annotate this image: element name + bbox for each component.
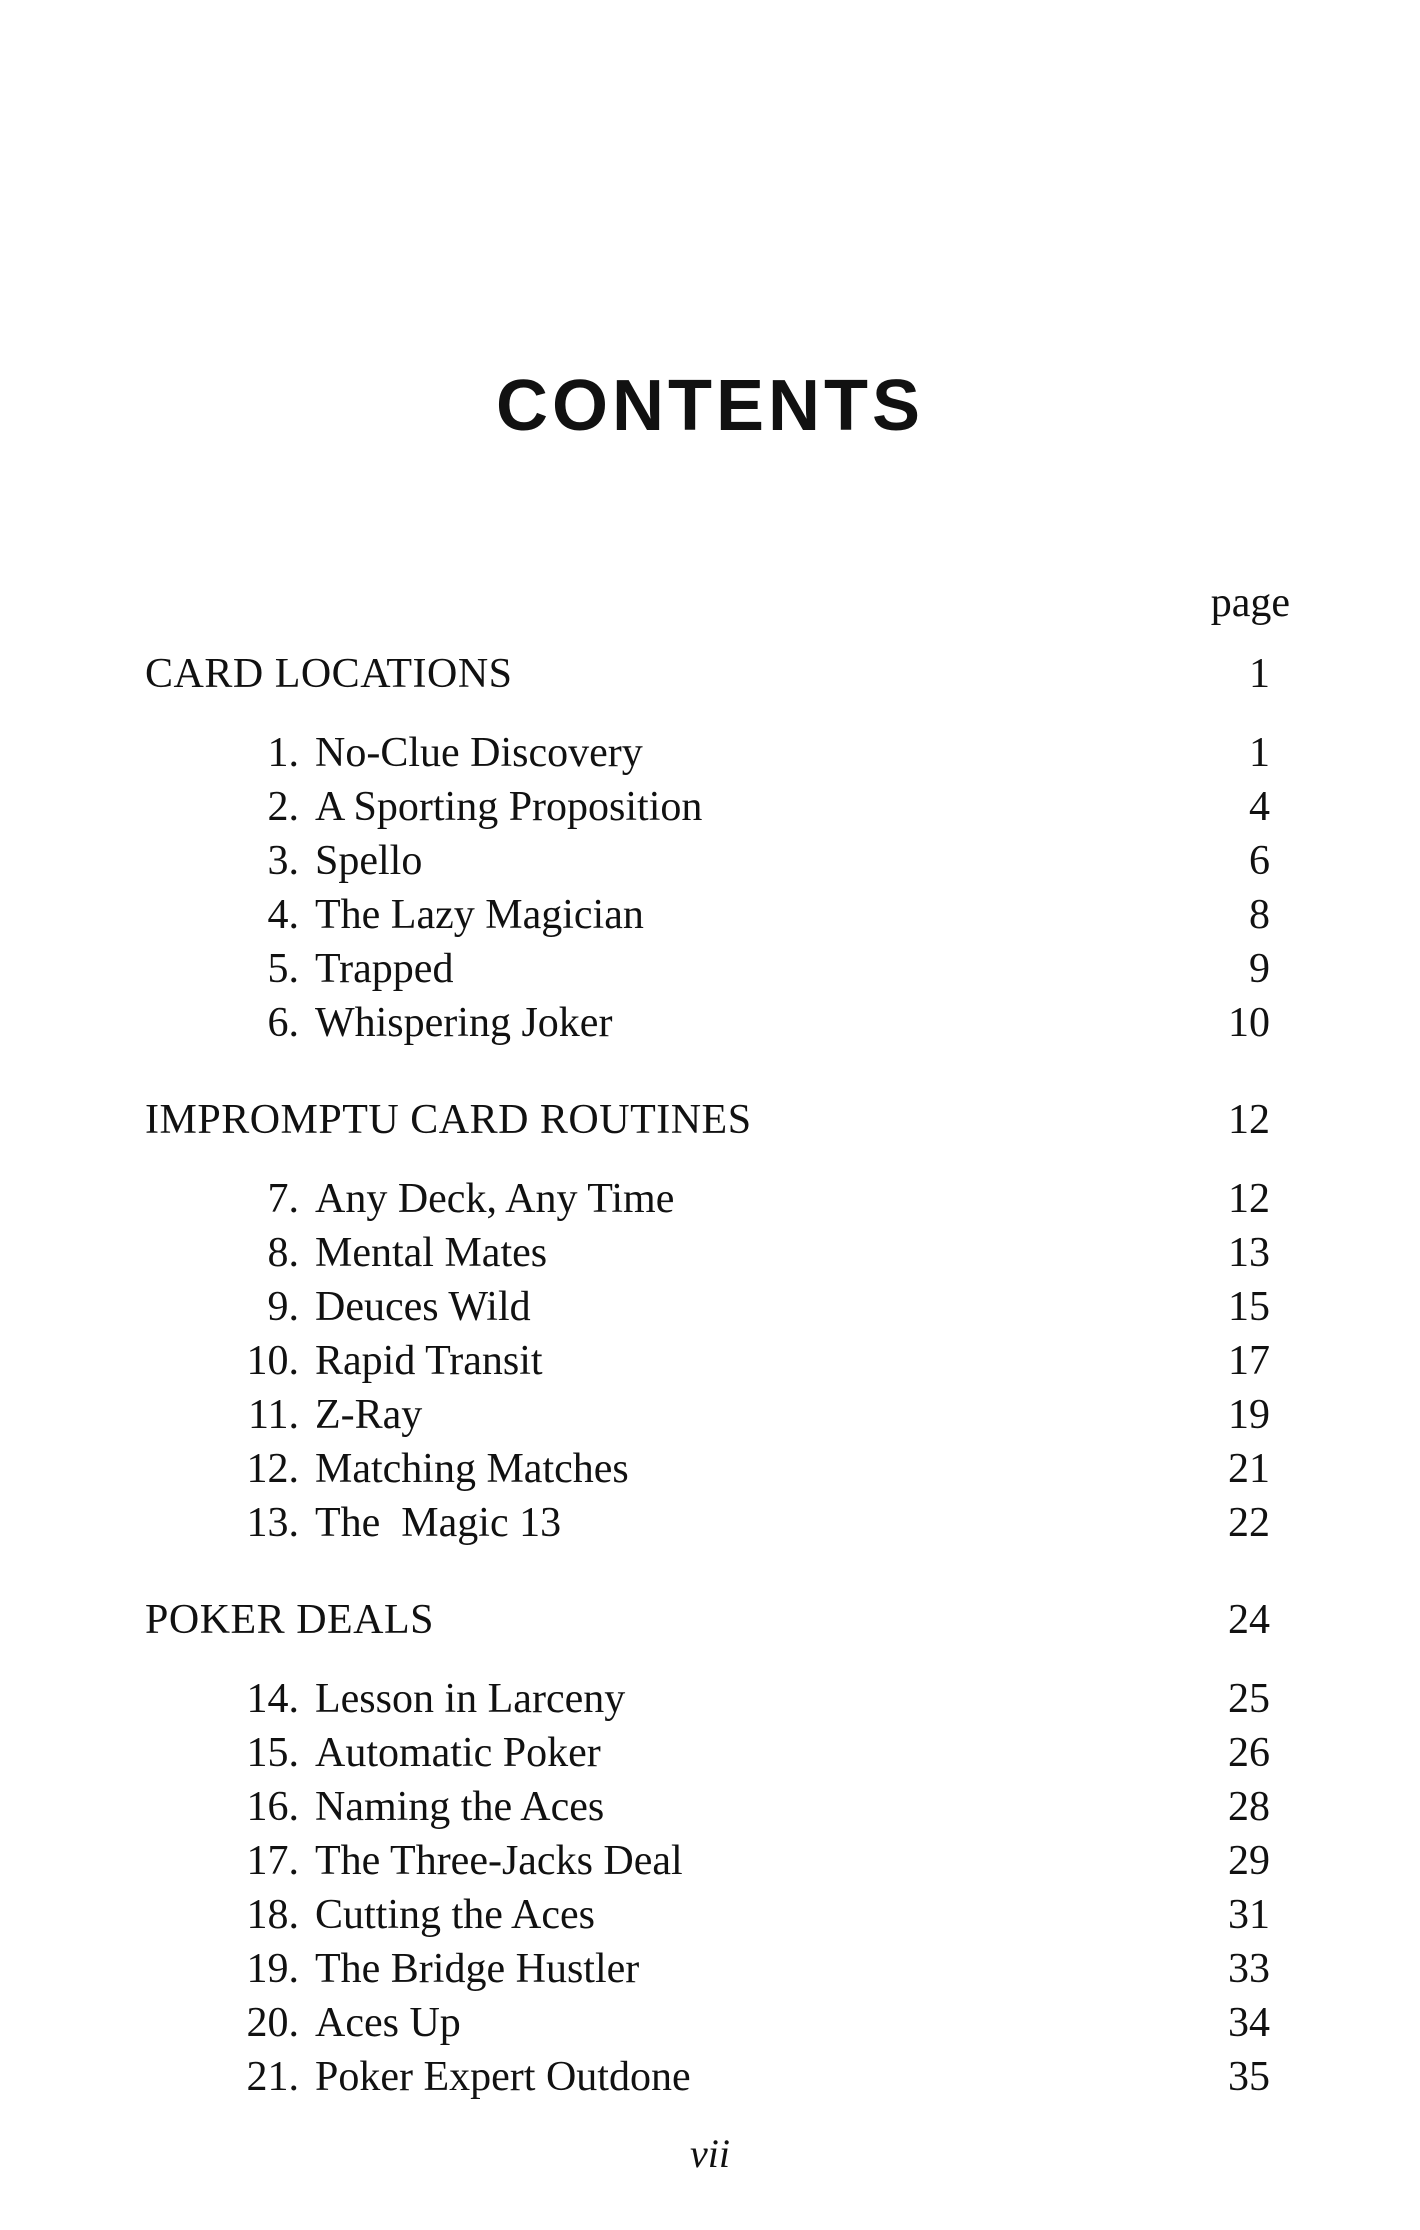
entry-title: Deuces Wild bbox=[315, 1284, 531, 1330]
toc-entry[interactable] bbox=[145, 1442, 1270, 1496]
toc-entry[interactable] bbox=[145, 1496, 1270, 1550]
toc-entry[interactable] bbox=[145, 1280, 1270, 1334]
entry-number: 7. bbox=[267, 1176, 299, 1222]
entry-page-number: 17 bbox=[1228, 1338, 1270, 1384]
entry-title: The Bridge Hustler bbox=[315, 1946, 640, 1992]
entry-number: 1. bbox=[267, 730, 299, 776]
entry-title: Matching Matches bbox=[315, 1446, 629, 1492]
section-title: POKER DEALS bbox=[145, 1597, 435, 1643]
entry-page-number: 1 bbox=[1249, 730, 1270, 776]
entry-number: 16. bbox=[246, 1784, 299, 1830]
toc-entry[interactable] bbox=[145, 834, 1270, 888]
entry-number: 9. bbox=[267, 1284, 299, 1330]
entry-title: Z-Ray bbox=[315, 1392, 423, 1438]
entry-title: A Sporting Proposition bbox=[315, 784, 703, 830]
toc-entry[interactable] bbox=[145, 888, 1270, 942]
toc-entry[interactable] bbox=[145, 996, 1270, 1050]
entry-number: 21. bbox=[246, 2054, 299, 2100]
entry-title: Cutting the Aces bbox=[315, 1892, 595, 1938]
section-heading[interactable] bbox=[145, 1594, 1270, 1646]
entry-title: Spello bbox=[315, 838, 423, 884]
entry-number: 3. bbox=[267, 838, 299, 884]
entry-number: 2. bbox=[267, 784, 299, 830]
toc-entry[interactable] bbox=[145, 1672, 1270, 1726]
entry-page-number: 26 bbox=[1228, 1730, 1270, 1776]
toc-entry[interactable] bbox=[145, 1942, 1270, 1996]
entry-title: The Magic 13 bbox=[315, 1500, 562, 1546]
entry-number: 5. bbox=[267, 946, 299, 992]
toc-entry[interactable] bbox=[145, 726, 1270, 780]
page-folio: vii bbox=[690, 2131, 730, 2176]
toc-entry[interactable] bbox=[145, 1780, 1270, 1834]
toc-entry[interactable] bbox=[145, 1996, 1270, 2050]
entry-page-number: 22 bbox=[1228, 1500, 1270, 1546]
entry-number: 10. bbox=[246, 1338, 299, 1384]
section-heading[interactable] bbox=[145, 648, 1270, 700]
entry-title: Automatic Poker bbox=[315, 1730, 601, 1776]
toc-entry[interactable] bbox=[145, 1172, 1270, 1226]
entry-number: 14. bbox=[246, 1676, 299, 1722]
entry-number: 20. bbox=[246, 2000, 299, 2046]
entry-page-number: 21 bbox=[1228, 1446, 1270, 1492]
entry-title: Rapid Transit bbox=[315, 1338, 543, 1384]
entry-title: Trapped bbox=[315, 946, 454, 992]
section-heading[interactable] bbox=[145, 1094, 1270, 1146]
entry-page-number: 28 bbox=[1228, 1784, 1270, 1830]
entry-number: 8. bbox=[267, 1230, 299, 1276]
section-page-number: 24 bbox=[1228, 1597, 1270, 1643]
entry-number: 12. bbox=[246, 1446, 299, 1492]
page-title: CONTENTS bbox=[496, 366, 924, 446]
entry-title: Aces Up bbox=[315, 2000, 461, 2046]
toc-entry[interactable] bbox=[145, 1334, 1270, 1388]
section-page-number: 12 bbox=[1228, 1097, 1270, 1143]
entry-number: 11. bbox=[248, 1392, 299, 1438]
entry-number: 15. bbox=[246, 1730, 299, 1776]
entry-page-number: 19 bbox=[1228, 1392, 1270, 1438]
entry-page-number: 4 bbox=[1249, 784, 1270, 830]
entry-title: No-Clue Discovery bbox=[315, 730, 643, 776]
entry-title: Mental Mates bbox=[315, 1230, 548, 1276]
entry-title: Lesson in Larceny bbox=[315, 1676, 626, 1722]
entry-title: Naming the Aces bbox=[315, 1784, 605, 1830]
toc-entry[interactable] bbox=[145, 1388, 1270, 1442]
section-page-number: 1 bbox=[1249, 651, 1270, 697]
entry-page-number: 35 bbox=[1228, 2054, 1270, 2100]
entry-number: 17. bbox=[246, 1838, 299, 1884]
section-title: CARD LOCATIONS bbox=[145, 651, 513, 697]
entry-page-number: 13 bbox=[1228, 1230, 1270, 1276]
toc-section-poker-deals bbox=[145, 1594, 1270, 2104]
toc-entry[interactable] bbox=[145, 942, 1270, 996]
toc-section-impromptu-card-routines bbox=[145, 1094, 1270, 1550]
toc-entry[interactable] bbox=[145, 2050, 1270, 2104]
entry-title: Whispering Joker bbox=[315, 1000, 613, 1046]
entry-page-number: 6 bbox=[1249, 838, 1270, 884]
entry-title: Any Deck, Any Time bbox=[315, 1176, 675, 1222]
entry-title: Poker Expert Outdone bbox=[315, 2054, 691, 2100]
entry-page-number: 25 bbox=[1228, 1676, 1270, 1722]
entry-page-number: 10 bbox=[1228, 1000, 1270, 1046]
entry-title: The Lazy Magician bbox=[315, 892, 644, 938]
entry-number: 6. bbox=[267, 1000, 299, 1046]
entry-page-number: 33 bbox=[1228, 1946, 1270, 1992]
toc-entry[interactable] bbox=[145, 780, 1270, 834]
entry-page-number: 34 bbox=[1228, 2000, 1270, 2046]
entry-page-number: 29 bbox=[1228, 1838, 1270, 1884]
entry-page-number: 8 bbox=[1249, 892, 1270, 938]
toc-entry[interactable] bbox=[145, 1726, 1270, 1780]
toc-entry[interactable] bbox=[145, 1888, 1270, 1942]
entry-page-number: 12 bbox=[1228, 1176, 1270, 1222]
toc-entry[interactable] bbox=[145, 1226, 1270, 1280]
page-column-label: page bbox=[1210, 580, 1290, 626]
toc-entry[interactable] bbox=[145, 1834, 1270, 1888]
entry-page-number: 31 bbox=[1228, 1892, 1270, 1938]
toc-section-card-locations bbox=[145, 648, 1270, 1050]
entry-page-number: 9 bbox=[1249, 946, 1270, 992]
table-of-contents bbox=[145, 648, 1270, 2148]
entry-number: 4. bbox=[267, 892, 299, 938]
entry-number: 19. bbox=[246, 1946, 299, 1992]
entry-page-number: 15 bbox=[1228, 1284, 1270, 1330]
entry-number: 18. bbox=[246, 1892, 299, 1938]
entry-title: The Three-Jacks Deal bbox=[315, 1838, 683, 1884]
entry-number: 13. bbox=[246, 1500, 299, 1546]
section-title: IMPROMPTU CARD ROUTINES bbox=[145, 1097, 752, 1143]
